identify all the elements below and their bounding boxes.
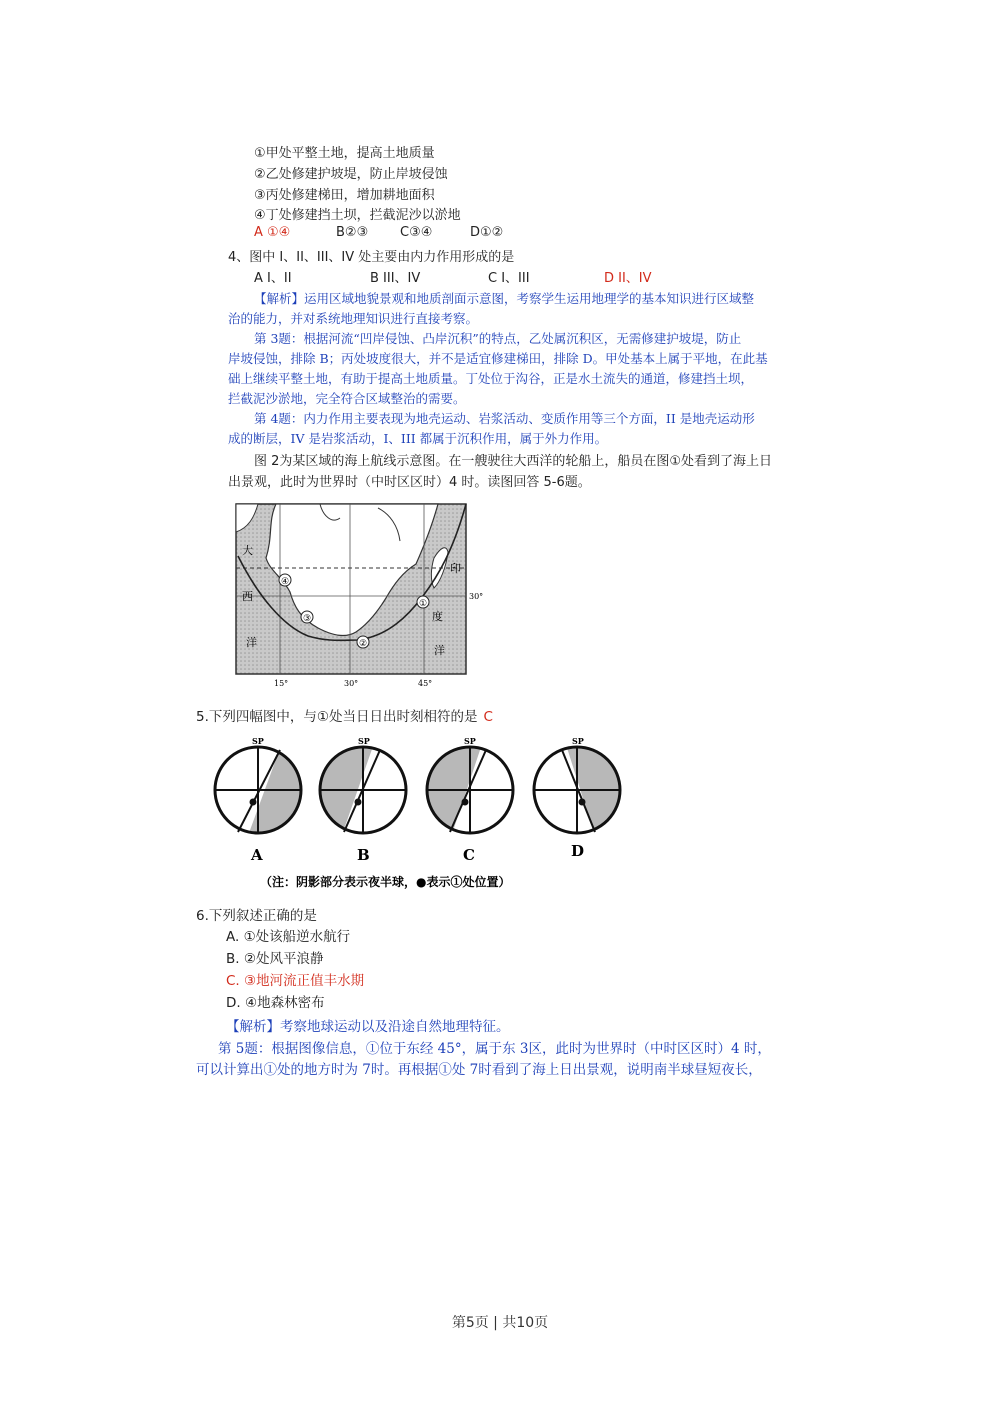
lon-15-label: 15° bbox=[274, 679, 289, 688]
svg-text:④: ④ bbox=[280, 577, 290, 587]
sunrise-diagrams bbox=[200, 732, 640, 892]
analysis2-line-3: 可以计算出①处的地方时为 7时。再根据①处 7时看到了海上日出景观，说明南半球昼短夜长， bbox=[196, 1062, 762, 1078]
analysis2-line-2: 第 5题：根据图像信息，①位于东经 45°，属于东 3区，此时为世界时（中时区区时）4 时， bbox=[218, 1041, 771, 1057]
page-footer: 第5页 | 共10页 bbox=[451, 1315, 549, 1331]
svg-text:SP: SP bbox=[358, 736, 370, 746]
diagram-c bbox=[420, 732, 513, 864]
diagram-b-dot bbox=[355, 799, 362, 806]
diagram-d-dot bbox=[579, 799, 586, 806]
diagram-a bbox=[215, 732, 330, 864]
q4-choice-b: B III、IV bbox=[370, 271, 421, 286]
diagram-a-dot bbox=[250, 799, 257, 806]
analysis1-line-7: 第 4题：内力作用主要表现为地壳运动、岩浆活动、变质作用等三个方面，II 是地壳运动形 bbox=[254, 411, 755, 426]
atlantic-label-3: 洋 bbox=[246, 636, 257, 649]
diagram-note: （注：阴影部分表示夜半球，●表示①处位置） bbox=[260, 875, 511, 889]
indian-label-3: 洋 bbox=[434, 644, 445, 657]
q6-option-b: B. ②处风平浪静 bbox=[226, 951, 324, 967]
diagram-c-dot bbox=[462, 799, 469, 806]
q5-stem-row bbox=[196, 705, 493, 725]
q3-choice-d: D①② bbox=[470, 225, 504, 240]
svg-text:③: ③ bbox=[302, 614, 312, 624]
diagram-c-label: C bbox=[463, 846, 475, 864]
analysis1-line-5: 础上继续平整土地，有助于提高土地质量。丁处位于沟谷，正是水土流失的通道，修建挡土坝， bbox=[228, 371, 754, 386]
analysis1-line-2: 治的能力，并对系统地理知识进行直接考察。 bbox=[228, 311, 479, 326]
q6-option-c: C. ③地河流正值丰水期 bbox=[226, 973, 365, 989]
diagram-d bbox=[534, 732, 630, 860]
q3-option-1: ①甲处平整土地，提高土地质量 bbox=[254, 146, 435, 161]
q3-option-2: ②乙处修建护坡堤，防止岸坡侵蚀 bbox=[254, 167, 448, 182]
atlantic-label-1: 大 bbox=[242, 544, 253, 557]
analysis1-line-4: 岸坡侵蚀，排除 B；丙处坡度很大，并不是适宜修建梯田，排除 D。甲处基本上属于平地，在此基 bbox=[228, 351, 768, 366]
lat-30-label: 30° bbox=[469, 592, 484, 601]
lon-45-label: 45° bbox=[418, 679, 433, 688]
diagram-d-label: D bbox=[571, 842, 585, 860]
route-map bbox=[228, 496, 484, 690]
q3-choice-a: A ①④ bbox=[254, 225, 291, 240]
q6-option-d: D. ④地森林密布 bbox=[226, 995, 325, 1011]
q6-stem: 6.下列叙述正确的是 bbox=[196, 908, 317, 924]
q3-choice-b: B②③ bbox=[336, 225, 369, 240]
atlantic-label-2: 西 bbox=[242, 590, 253, 603]
diagram-a-label: A bbox=[251, 846, 263, 864]
svg-text:②: ② bbox=[358, 639, 368, 649]
svg-text:①: ① bbox=[418, 599, 428, 609]
svg-text:SP: SP bbox=[572, 736, 584, 746]
q3-option-4: ④丁处修建挡土坝，拦截泥沙以淤地 bbox=[254, 208, 461, 223]
analysis1-line-6: 拦截泥沙淤地，完全符合区域整治的需要。 bbox=[228, 391, 466, 406]
q4-choice-d: D II、IV bbox=[604, 271, 652, 286]
intro-line-2: 出景观，此时为世界时（中时区区时）4 时。读图回答 5-6题。 bbox=[228, 475, 591, 490]
analysis1-line-3: 第 3题：根据河流“凹岸侵蚀、凸岸沉积”的特点，乙处属沉积区，无需修建护坡堤，防止 bbox=[254, 331, 742, 346]
diagram-b-label: B bbox=[357, 846, 370, 864]
q4-choice-c: C I、III bbox=[488, 271, 530, 286]
intro-line-1: 图 2为某区域的海上航线示意图。在一艘驶往大西洋的轮船上，船员在图①处看到了海上日 bbox=[254, 454, 773, 469]
analysis1-line-1: 【解析】运用区域地貌景观和地质剖面示意图，考察学生运用地理学的基本知识进行区域整 bbox=[254, 291, 755, 306]
q5-answer: C bbox=[483, 709, 493, 725]
q4-choice-a: A I、II bbox=[254, 271, 292, 286]
q3-option-3: ③丙处修建梯田，增加耕地面积 bbox=[254, 188, 435, 203]
analysis2-line-1: 【解析】考察地球运动以及沿途自然地理特征。 bbox=[226, 1019, 510, 1035]
indian-label-2: 度 bbox=[432, 610, 443, 623]
lon-30-label: 30° bbox=[344, 679, 359, 688]
q4-stem: 4、图中 I、II、III、IV 处主要由内力作用形成的是 bbox=[228, 250, 515, 265]
q6-option-a: A. ①处该船逆水航行 bbox=[226, 929, 351, 945]
q5-stem: 5.下列四幅图中，与①处当日日出时刻相符的是 bbox=[196, 709, 478, 725]
svg-text:SP: SP bbox=[464, 736, 476, 746]
svg-text:SP: SP bbox=[252, 736, 264, 746]
indian-label-1: 印 bbox=[450, 562, 461, 575]
q3-choice-c: C③④ bbox=[400, 225, 433, 240]
analysis1-line-8: 成的断层，IV 是岩浆活动，I、III 都属于沉积作用，属于外力作用。 bbox=[228, 431, 608, 446]
